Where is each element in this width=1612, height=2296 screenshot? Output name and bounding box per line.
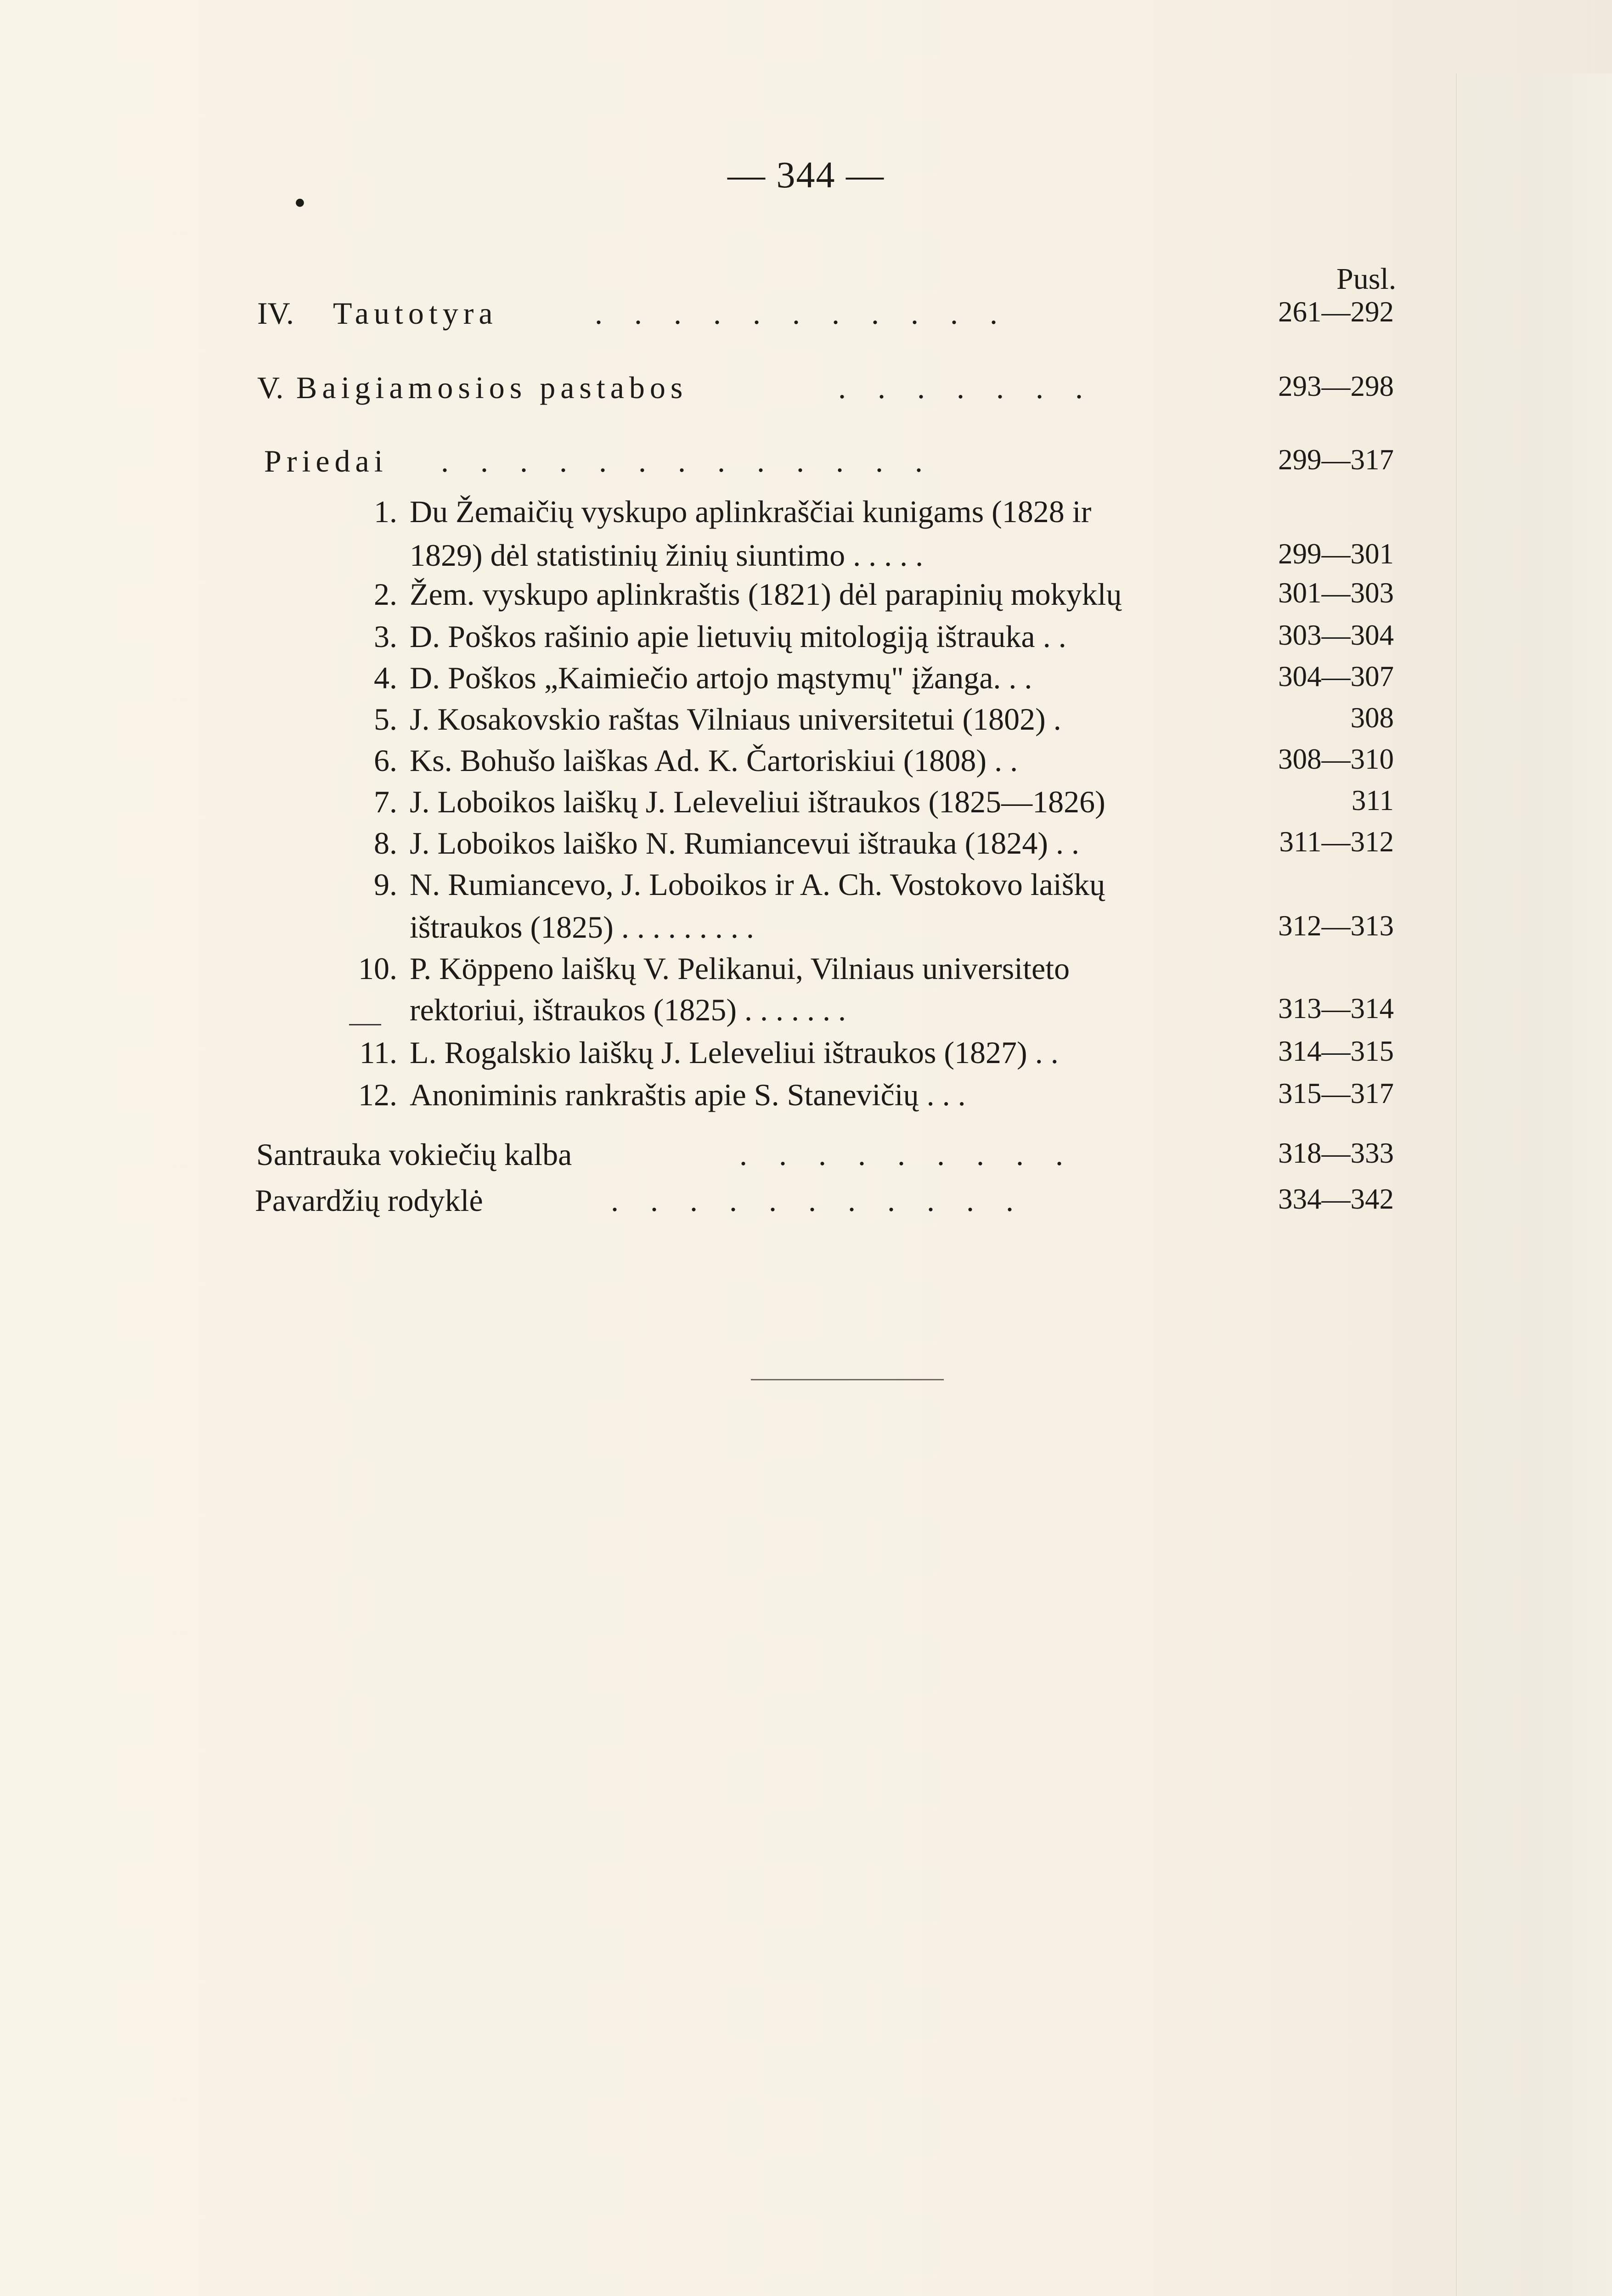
item-title: N. Rumiancevo, J. Loboikos ir A. Ch. Vostokovo laiškų bbox=[410, 867, 1105, 902]
item-number: 6. bbox=[374, 743, 397, 778]
item-title: P. Köppeno laiškų V. Pelikanui, Vilniaus universiteto bbox=[410, 951, 1070, 986]
item-title-continued: ištraukos (1825) . . . . . . . . . bbox=[410, 910, 754, 945]
page-range: 293—298 bbox=[1278, 370, 1394, 402]
item-title: J. Kosakovskio raštas Vilniaus universitetui (1802) . bbox=[410, 702, 1061, 737]
section-title: Santrauka vokiečių kalba bbox=[256, 1137, 572, 1172]
section-label: IV. bbox=[257, 296, 294, 331]
dot-leader: . . . . . . . bbox=[838, 370, 1095, 405]
item-title-continued: rektoriui, ištraukos (1825) . . . . . . . bbox=[410, 992, 846, 1027]
printer-dot-mark: • bbox=[294, 184, 306, 222]
item-title: Du Žemaičių vyskupo aplinkraščiai kunigams (1828 ir bbox=[410, 494, 1092, 529]
item-title: D. Poškos rašinio apie lietuvių mitologiją ištrauka . . bbox=[410, 619, 1066, 654]
page-range: 315—317 bbox=[1278, 1077, 1394, 1109]
page-range: 311—312 bbox=[1279, 826, 1394, 858]
page-range: 334—342 bbox=[1278, 1183, 1394, 1215]
page-range: 308—310 bbox=[1278, 743, 1394, 775]
page-range: 303—304 bbox=[1278, 619, 1394, 651]
item-title: Žem. vyskupo aplinkraštis (1821) dėl parapinių mokyklų bbox=[410, 577, 1122, 612]
item-number: 1. bbox=[374, 494, 397, 529]
item-number: 7. bbox=[374, 784, 397, 819]
item-title-continued: 1829) dėl statistinių žinių siuntimo . . . . . bbox=[410, 538, 924, 573]
page-range: 314—315 bbox=[1278, 1035, 1394, 1067]
section-title: Tautotyra bbox=[333, 296, 498, 331]
section-title: Priedai bbox=[264, 444, 388, 478]
item-number: 5. bbox=[374, 702, 397, 737]
section-label: V. bbox=[257, 370, 284, 405]
dot-leader: . . . . . . . . . . . bbox=[611, 1183, 1026, 1218]
page-range: 313—314 bbox=[1278, 992, 1394, 1024]
item-number: 8. bbox=[374, 826, 397, 861]
pen-mark bbox=[349, 1024, 381, 1025]
page-range: 301—303 bbox=[1278, 577, 1394, 609]
end-rule bbox=[751, 1379, 944, 1380]
page-range: 308 bbox=[1350, 702, 1394, 734]
page-range: 312—313 bbox=[1278, 910, 1394, 942]
item-title: L. Rogalskio laiškų J. Leleveliui ištraukos (1827) . . bbox=[410, 1035, 1059, 1070]
item-number: 4. bbox=[374, 660, 397, 695]
dot-leader: . . . . . . . . . bbox=[739, 1137, 1075, 1172]
item-number: 3. bbox=[374, 619, 397, 654]
section-title: Pavardžių rodyklė bbox=[255, 1183, 483, 1218]
item-title: J. Loboikos laiško N. Rumiancevui ištrauka (1824) . . bbox=[410, 826, 1080, 861]
item-title: Ks. Bohušo laiškas Ad. K. Čartoriskiui (1808) . . bbox=[410, 743, 1018, 778]
page-range: 299—301 bbox=[1278, 538, 1394, 570]
item-title: D. Poškos „Kaimiečio artojo mąstymų" įžanga. . . bbox=[410, 660, 1032, 695]
item-title: J. Loboikos laiškų J. Leleveliui ištraukos (1825—1826) bbox=[410, 784, 1105, 819]
dot-leader: . . . . . . . . . . . bbox=[595, 296, 1009, 331]
item-number: 9. bbox=[374, 867, 397, 902]
item-title: Anoniminis rankraštis apie S. Stanevičių . . . bbox=[410, 1077, 966, 1112]
page-range: 261—292 bbox=[1278, 296, 1394, 328]
item-number: 10. bbox=[358, 951, 397, 986]
item-number: 11. bbox=[359, 1035, 397, 1070]
page-range: 304—307 bbox=[1278, 660, 1394, 692]
dot-leader: . . . . . . . . . . . . . bbox=[441, 444, 935, 478]
page-number: — 344 — bbox=[727, 154, 885, 196]
pages-column-heading: Pusl. bbox=[1336, 262, 1397, 296]
item-number: 12. bbox=[358, 1077, 397, 1112]
page-range: 311 bbox=[1351, 784, 1394, 816]
page-edge-strip bbox=[1456, 73, 1612, 2296]
page-range: 299—317 bbox=[1278, 444, 1394, 476]
section-title: Baigiamosios pastabos bbox=[296, 370, 688, 405]
item-number: 2. bbox=[374, 577, 397, 612]
page-range: 318—333 bbox=[1278, 1137, 1394, 1169]
